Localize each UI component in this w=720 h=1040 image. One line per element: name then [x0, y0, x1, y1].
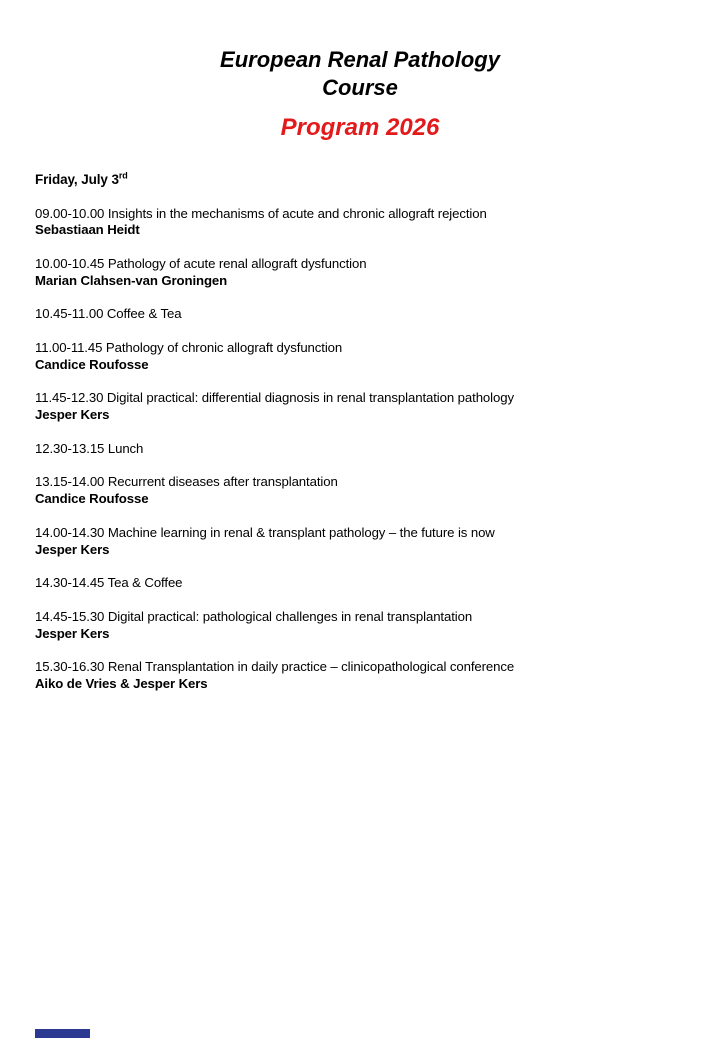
schedule-item-break — [35, 575, 685, 592]
session-line: 14.30-14.45 Tea & Coffee — [35, 575, 183, 591]
schedule-item — [35, 474, 685, 508]
session-line: 11.45-12.30 Digital practical: differential diagnosis in renal transplantation pathology — [35, 390, 514, 406]
session-line: 14.00-14.30 Machine learning in renal & transplant pathology – the future is now — [35, 524, 495, 540]
date-ordinal-suffix: rd — [118, 170, 128, 181]
speaker-name: Candice Roufosse — [35, 491, 149, 507]
speaker-name: Jesper Kers — [35, 541, 110, 557]
schedule-item — [35, 390, 685, 424]
session-line: 11.00-11.45 Pathology of chronic allograft dysfunction — [35, 339, 343, 355]
session-line: 10.00-10.45 Pathology of acute renal allograft dysfunction — [35, 255, 367, 271]
speaker-name: Jesper Kers — [35, 625, 110, 641]
page-title-line-1: European Renal Pathology — [220, 47, 500, 72]
speaker-name: Sebastiaan Heidt — [35, 222, 140, 238]
date-heading-text: Friday, July 3 — [35, 172, 119, 187]
page-title — [0, 46, 720, 102]
date-heading — [35, 172, 685, 189]
program-title: Program 2026 — [280, 114, 440, 141]
speaker-name: Marian Clahsen-van Groningen — [35, 272, 228, 288]
schedule-item — [35, 206, 685, 240]
document-header — [0, 0, 720, 142]
speaker-name: Jesper Kers — [35, 407, 110, 423]
schedule-item — [35, 340, 685, 374]
speaker-name: Candice Roufosse — [35, 356, 149, 372]
schedule-content — [35, 172, 685, 693]
session-line: 12.30-13.15 Lunch — [35, 440, 144, 456]
schedule-item — [35, 609, 685, 643]
schedule-item — [35, 256, 685, 290]
speaker-name: Aiko de Vries & Jesper Kers — [35, 675, 208, 691]
page-title-line-2: Course — [322, 75, 398, 100]
schedule-item-break — [35, 441, 685, 458]
schedule-item — [35, 659, 685, 693]
schedule-item — [35, 525, 685, 559]
footer-blue-bar — [35, 1029, 90, 1038]
schedule-item-break — [35, 306, 685, 323]
session-line: 14.45-15.30 Digital practical: pathological challenges in renal transplantation — [35, 608, 473, 624]
session-line: 10.45-11.00 Coffee & Tea — [35, 306, 182, 322]
session-line: 13.15-14.00 Recurrent diseases after transplantation — [35, 474, 338, 490]
session-line: 09.00-10.00 Insights in the mechanisms of acute and chronic allograft rejection — [35, 205, 487, 221]
session-line: 15.30-16.30 Renal Transplantation in daily practice – clinicopathological conference — [35, 659, 515, 675]
